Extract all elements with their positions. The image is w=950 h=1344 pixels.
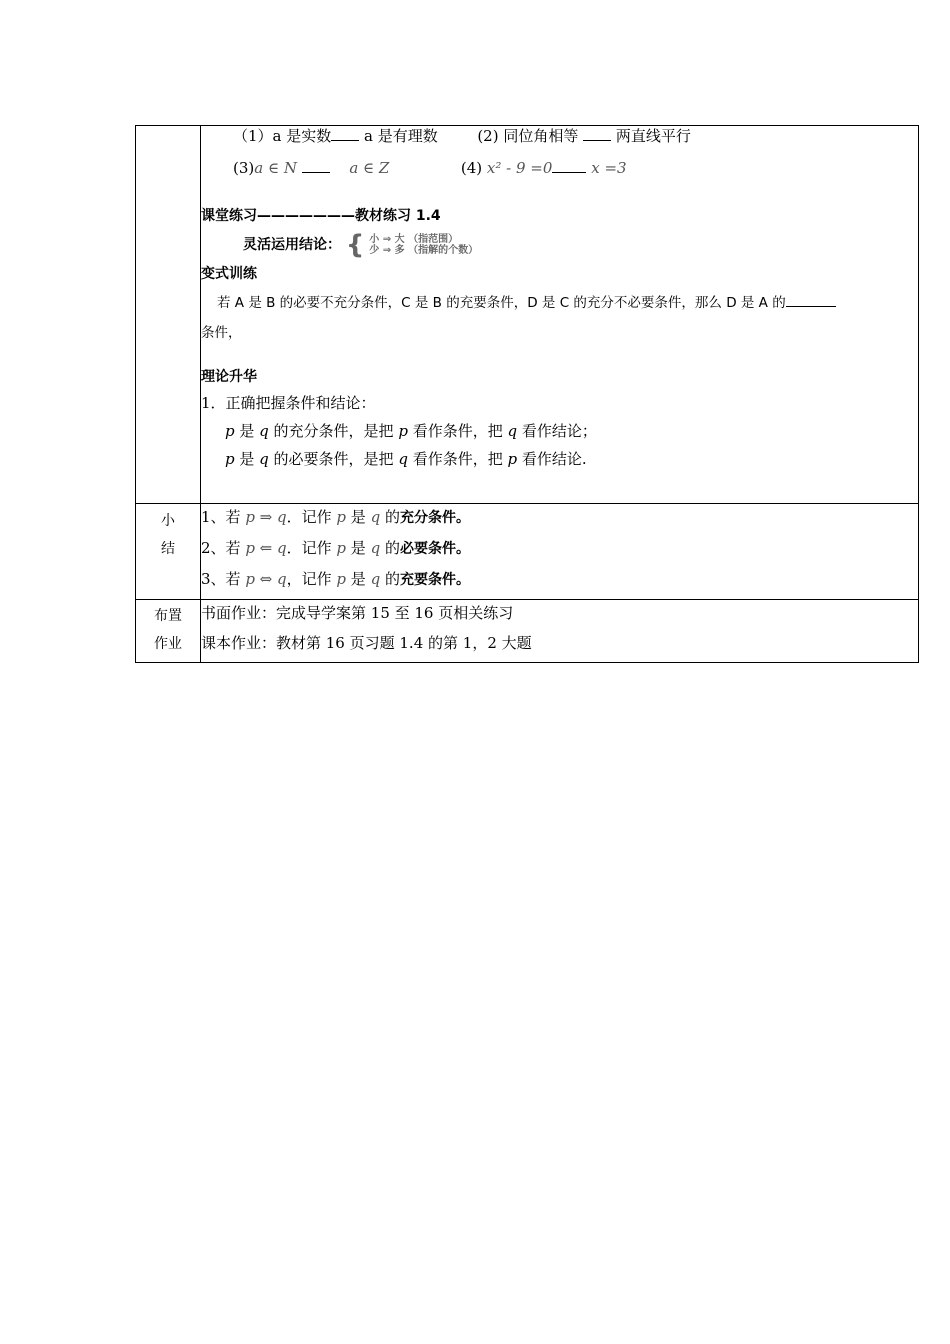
theory-point-1: 1．正确把握条件和结论：	[201, 394, 376, 412]
q1b-text: a 是有理数	[364, 127, 438, 145]
variant-tail: 条件，	[201, 325, 242, 341]
var-p: p	[225, 422, 235, 440]
necessary-condition: 必要条件。	[399, 541, 470, 557]
var-q: q	[259, 450, 269, 468]
variant-text-line	[201, 292, 918, 313]
textbook-homework: 课本作业：教材第 16 页习题 1.4 的第 1，2 大题	[201, 634, 532, 652]
text-seg: 看作结论；	[517, 422, 597, 440]
row-practice	[136, 126, 919, 504]
brace-line-1: 小 ⇒ 大 （指范围）	[369, 234, 459, 245]
homework-label-cell	[136, 600, 201, 663]
flex-use-label: 灵活运用结论：	[243, 237, 341, 253]
summary-item-2	[201, 538, 918, 559]
text-seg: 看作条件，把	[407, 422, 508, 440]
text-seg: 是	[234, 450, 260, 468]
iff-condition: 充要条件。	[399, 572, 470, 588]
var-q: q	[370, 570, 381, 588]
summary-label-1: 小	[161, 513, 175, 529]
text-seg: 2、若	[201, 539, 246, 557]
q2-text: (2) 同位角相等	[477, 127, 579, 145]
var-q: q	[259, 422, 269, 440]
row-summary	[136, 504, 919, 600]
var-p: p	[336, 539, 347, 557]
math-iff: p ⇔ q	[245, 570, 287, 588]
summary-item-1	[201, 507, 918, 528]
text-seg: 的	[380, 508, 400, 526]
summary-label-cell	[136, 504, 201, 600]
math-implies: p ⇒ q	[245, 508, 287, 526]
q2-blank	[583, 126, 611, 141]
variant-text: 若 A 是 B 的必要不充分条件，C 是 B 的充要条件，D 是 C 的充分不必要条件，那么 D 是 A 的	[217, 295, 786, 311]
homework-label-2: 作业	[154, 636, 182, 652]
q3-blank	[302, 158, 330, 173]
q3-b: a ∈ Z	[349, 159, 390, 177]
text-seg: 是	[346, 570, 371, 588]
math-implied-by: p ⇐ q	[245, 539, 287, 557]
text-seg: 是	[346, 539, 371, 557]
q3-a: a ∈ N	[254, 159, 297, 177]
q3-label: (3)	[233, 159, 255, 177]
text-seg: 看作条件，把	[407, 450, 508, 468]
text-seg: ，记作	[286, 570, 337, 588]
theory-title: 理论升华	[201, 369, 257, 385]
q1-blank	[331, 126, 359, 141]
summary-content	[201, 504, 919, 600]
class-practice-heading: 课堂练习———————教材练习 1.4	[201, 208, 441, 224]
practice-content	[201, 126, 919, 504]
brace-icon: {	[345, 230, 365, 260]
homework-content	[201, 600, 919, 663]
var-p: p	[398, 422, 408, 440]
homework-label-1: 布置	[154, 608, 182, 624]
variant-title: 变式训练	[201, 266, 257, 282]
text-seg: ．记作	[286, 539, 337, 557]
theory-necessary	[201, 449, 918, 469]
sufficient-condition: 充分条件。	[399, 510, 470, 526]
question-line-1	[201, 126, 918, 146]
text-seg: 的	[380, 570, 400, 588]
lesson-table	[135, 125, 919, 663]
q4-a: x² - 9 =0	[486, 159, 553, 177]
left-cell-empty	[136, 126, 201, 504]
q4-label: (4)	[460, 159, 483, 177]
question-line-2	[201, 158, 918, 178]
summary-item-3	[201, 569, 918, 590]
text-seg: 的充分条件，是把	[268, 422, 399, 440]
text-seg: 3、若	[201, 570, 246, 588]
var-q: q	[370, 539, 381, 557]
text-seg: 1、若	[201, 508, 246, 526]
text-seg: 是	[234, 422, 260, 440]
text-seg: 的必要条件，是把	[268, 450, 399, 468]
variant-blank	[786, 292, 836, 307]
written-homework: 书面作业：完成导学案第 15 至 16 页相关练习	[201, 604, 514, 622]
text-seg: ．记作	[286, 508, 337, 526]
var-p: p	[336, 508, 347, 526]
q2b-text: 两直线平行	[615, 127, 691, 145]
var-q: q	[507, 422, 518, 440]
theory-sufficient	[201, 421, 918, 441]
row-homework	[136, 600, 919, 663]
var-p: p	[507, 450, 518, 468]
brace-line-2: 少 ⇒ 多 （指解的个数）	[369, 245, 479, 256]
brace-content	[369, 234, 478, 256]
summary-label-2: 结	[161, 541, 175, 557]
q1-text: （1）a 是实数	[233, 127, 332, 145]
var-p: p	[336, 570, 347, 588]
text-seg: 看作结论.	[517, 450, 587, 468]
text-seg: 是	[346, 508, 371, 526]
text-seg: 的	[380, 539, 400, 557]
var-p: p	[225, 450, 235, 468]
flex-use-line	[201, 232, 918, 258]
var-q: q	[398, 450, 408, 468]
var-q: q	[370, 508, 381, 526]
q4-blank	[552, 158, 586, 173]
q4-b: x =3	[591, 159, 627, 177]
